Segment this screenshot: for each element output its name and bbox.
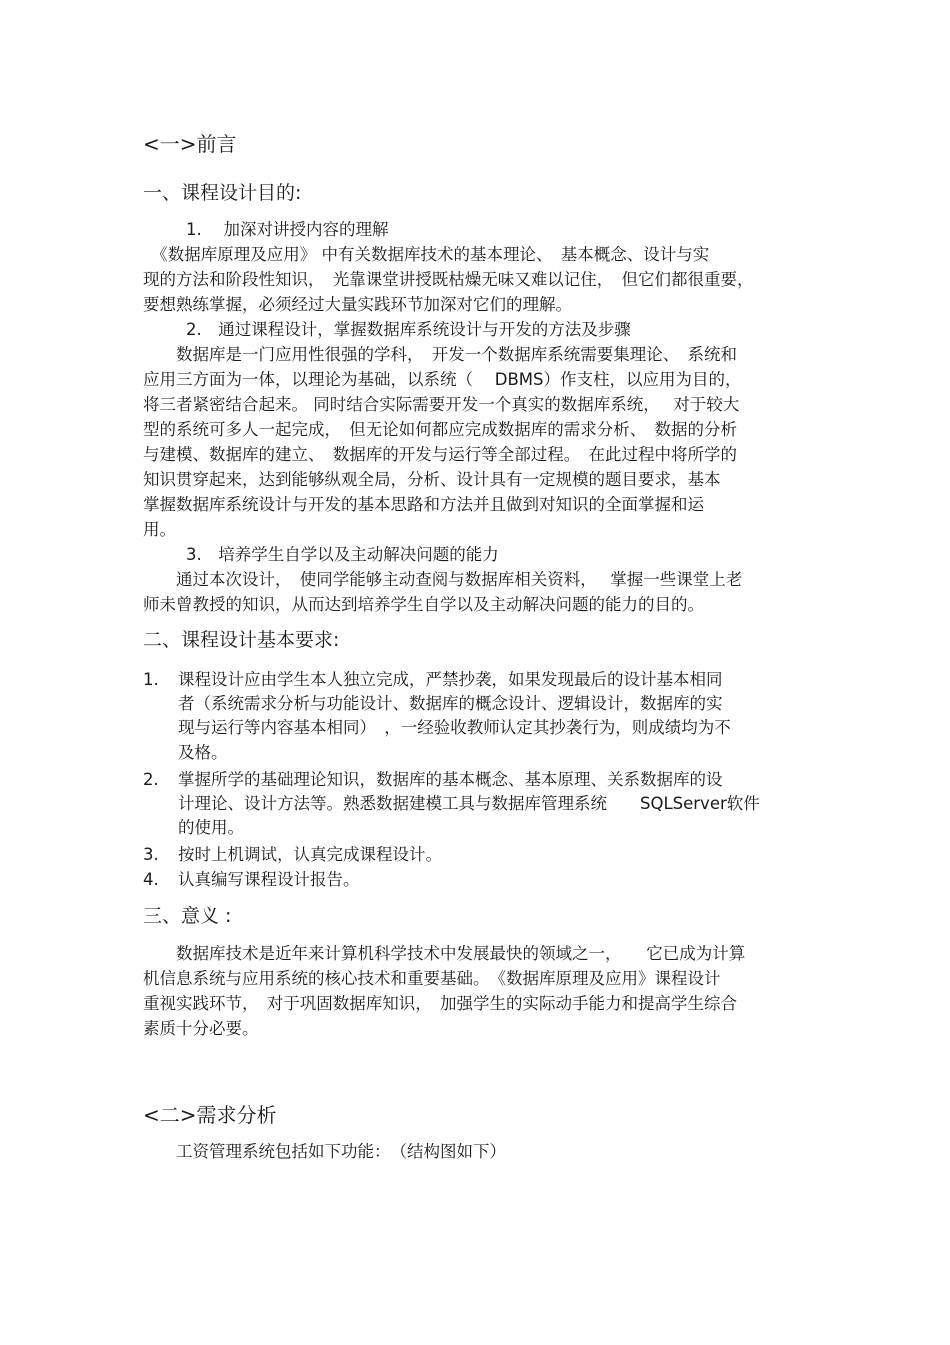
purpose-1-line: 《数据库原理及应用》 中有关数据库技术的基本理论、 基本概念、设计与实 [143, 245, 710, 264]
purpose-1-line: 要想熟练掌握，必须经过大量实践环节加深对它们的理解。 [143, 295, 572, 314]
meaning-line: 重视实践环节， 对于巩固数据库知识， 加强学生的实际动手能力和提高学生综合 [143, 994, 737, 1013]
purpose-heading: 一、课程设计目的: [143, 182, 302, 204]
requirement-number: 3. [143, 845, 159, 864]
requirement-line: 按时上机调试，认真完成课程设计。 [178, 845, 442, 864]
requirement-line: 者（系统需求分析与功能设计、数据库的概念设计、逻辑设计，数据库的实 [178, 694, 723, 713]
requirement-line: 的使用。 [178, 818, 244, 837]
preface-heading: <一>前言 [143, 132, 237, 156]
purpose-2-line: 型的系统可多人一起完成， 但无论如何都应完成数据库的需求分析、 数据的分析 [143, 420, 737, 439]
meaning-heading: 三、意义 : [143, 905, 232, 927]
purpose-3-line: 师未曾教授的知识，从而达到培养学生自学以及主动解决问题的能力的目的。 [143, 595, 704, 614]
meaning-line: 机信息系统与应用系统的核心技术和重要基础。 《数据库原理及应用》课程设计 [143, 969, 721, 988]
purpose-1-line: 现的方法和阶段性知识， 光靠课堂讲授既枯燥无味又难以记住， 但它们都很重要， [143, 270, 754, 289]
purpose-3-line: 通过本次设计， 使同学能够主动查阅与数据库相关资料， 掌握一些课堂上老 [143, 570, 743, 589]
requirement-number: 4. [143, 870, 159, 889]
purpose-2-line: 数据库是一门应用性很强的学科， 开发一个数据库系统需要集理论、 系统和 [143, 345, 737, 364]
requirement-number: 1. [143, 670, 159, 689]
requirement-line: 现与运行等内容基本相同） ，一经验收教师认定其抄袭行为，则成绩均为不 [178, 718, 731, 737]
requirement-line: 掌握所学的基础理论知识，数据库的基本概念、基本原理、关系数据库的设 [178, 770, 723, 789]
meaning-line: 素质十分必要。 [143, 1019, 259, 1038]
requirements-heading: 二、课程设计基本要求: [143, 629, 340, 651]
requirement-line: 课程设计应由学生本人独立完成，严禁抄袭，如果发现最后的设计基本相同 [178, 670, 723, 689]
purpose-2-line: 用。 [143, 520, 176, 539]
purpose-2-line: 知识贯穿起来，达到能够纵观全局，分析、设计具有一定规模的题目要求，基本 [143, 470, 721, 489]
purpose-2-line: 将三者紧密结合起来。 同时结合实际需要开发一个真实的数据库系统， 对于较大 [143, 395, 740, 414]
purpose-1-title: 1. 加深对讲授内容的理解 [186, 220, 389, 239]
purpose-3-title: 3. 培养学生自学以及主动解决问题的能力 [186, 545, 499, 564]
analysis-heading: <二>需求分析 [143, 1103, 277, 1127]
requirement-line: 及格。 [178, 743, 228, 762]
purpose-2-line: 应用三方面为一体，以理论为基础，以系统（ DBMS）作支柱，以应用为目的， [143, 370, 742, 389]
analysis-intro: 工资管理系统包括如下功能： （结构图如下） [143, 1142, 506, 1161]
requirement-line: 认真编写课程设计报告。 [178, 870, 360, 889]
requirement-line: 计理论、设计方法等。熟悉数据建模工具与数据库管理系统 SQLServer软件 [178, 794, 760, 813]
purpose-2-line: 掌握数据库系统设计与开发的基本思路和方法并且做到对知识的全面掌握和运 [143, 495, 704, 514]
requirement-number: 2. [143, 770, 159, 789]
purpose-2-title: 2. 通过课程设计，掌握数据库系统设计与开发的方法及步骤 [186, 320, 631, 339]
purpose-2-line: 与建模、数据库的建立、 数据库的开发与运行等全部过程。 在此过程中将所学的 [143, 445, 737, 464]
meaning-line: 数据库技术是近年来计算机科学技术中发展最快的领域之一， 它已成为计算 [143, 944, 746, 963]
